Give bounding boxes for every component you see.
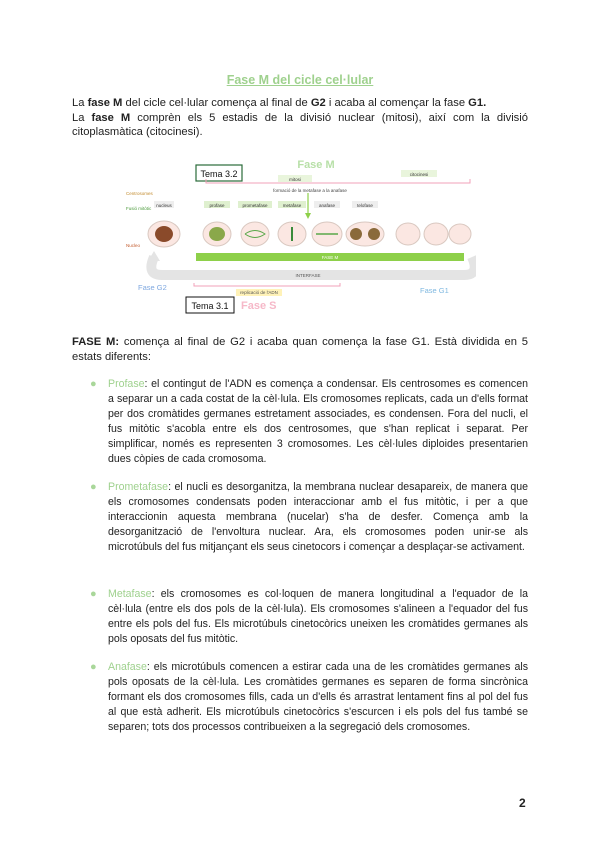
telofase-nucleus-left (350, 228, 362, 240)
fase-m-bar-label: FASE M (321, 255, 339, 260)
intro-bold: fase M (87, 97, 123, 109)
cell-nucleus (155, 226, 173, 242)
prometafase-label: prometafase (242, 203, 268, 208)
bullet-icon: ● (90, 661, 97, 673)
mitosi-label: mitosi (289, 177, 301, 182)
intro-bold: G1. (468, 97, 487, 109)
citocinesi-label: citocinesi (409, 172, 429, 177)
centrosomes-label: Centrosomes (126, 191, 153, 196)
fase-m-text: comença al final de G2 i acaba quan comença la fase G1. Està dividida en 5 estats diferents: (72, 336, 529, 363)
bullet-icon: ● (90, 481, 97, 493)
page-number: 2 (519, 796, 526, 810)
bullet-icon: ● (90, 378, 97, 390)
phase-name: Anafase (108, 661, 147, 673)
nucli-label: Nucleo (126, 243, 141, 248)
telofase-label: telofase (357, 203, 373, 208)
profase-label: profase (209, 203, 225, 208)
nucleus-label: nucleus (156, 203, 172, 208)
cell-row (148, 221, 471, 247)
phase-item-prometafase (90, 480, 528, 555)
intro-text: La (72, 97, 88, 109)
cell-citocinesi-2 (424, 223, 448, 245)
phase-text: : el contingut de l'ADN es comença a condensar. Els centrosomes es comencen a separar un a cada costat de la cèl·lula. Els cromosomes replicats, cada un d'ells format per dos cromàtides germanes estretament associades, es condensen. Fora del nucli, el fus mitòtic s'acobla entre els dos centrosomes, que s'han replicat i separat. Per simplificar, només es representen 3 cromosomes. Les cèl·lules diploides presentarien dues còpies de cada cromosoma. (108, 378, 528, 465)
formacio-label: formació de la metafase a la anafase (273, 188, 347, 193)
phase-name: Metafase (108, 588, 152, 600)
down-arrow-head-icon (305, 213, 311, 219)
intro-bold: fase M (91, 111, 131, 124)
tema-bottom-label: Tema 3.1 (191, 301, 229, 311)
fase-m-intro (72, 335, 528, 364)
page-title: Fase M del cicle cel·lular (226, 73, 374, 87)
intro-paragraph (72, 96, 528, 140)
telofase-nucleus-right (368, 228, 380, 240)
phase-item-profase (90, 377, 528, 467)
fase-s-label: Fase S (241, 300, 277, 312)
phase-text: : els microtúbuls comencen a estirar cada una de les cromàtides germanes als pols oposats de la cèl·lula. Les cromàtides germanes es separen de forma sincrònica formant els dos cromosomes fills, cada un d'ells és arrastrat lentament fins al pol del fus al que està adherit. Els microtúbuls cinetocòrics s'escurcen i els pols del fus també se separen; tots dos processos contribueixen a la segregació dels cromosomes. (108, 661, 528, 733)
tema-top-label: Tema 3.2 (200, 169, 238, 179)
phase-name: Prometafase (108, 481, 169, 493)
fus-label: Fusió mitòtic (126, 206, 152, 211)
fase-m-label: Fase M (297, 159, 335, 171)
fase-m-heading: FASE M: (72, 336, 120, 348)
fase-m-bracket (206, 179, 470, 183)
fase-g1-label: Fase G1 (420, 286, 449, 295)
phase-item-anafase (90, 660, 528, 735)
fase-g2-label: Fase G2 (138, 283, 167, 292)
phase-text: : els cromosomes es col·loquen de manera longitudinal a l'equador de la cèl·lula (entre els dos pols de la cèl·lula). Els cromosomes s'alineen a l'equador del fus entre els pols del fus. Els microtúbuls cinetocòrics uneixen les cromàtides germanes als pols oposats del fus mitòtic. (108, 588, 528, 645)
intro-text: i acaba al començar la fase (325, 97, 469, 109)
bullet-icon: ● (90, 588, 97, 600)
interfase-label: INTERFASE (295, 273, 321, 278)
intro-text: del cicle cel·lular comença al final de (122, 97, 311, 109)
cell-profase-nucleus (209, 227, 225, 241)
intro-bold: G2 (310, 97, 326, 109)
metafase-label: metafase (282, 203, 302, 208)
fase-s-bracket (194, 283, 340, 286)
intro-text: La (72, 111, 92, 124)
anafase-label: anafase (318, 203, 336, 208)
phase-item-metafase (90, 587, 528, 647)
phase-name: Profase (108, 378, 145, 390)
intro-text: comprèn els 5 estadis de la divisió nuclear (mitosi), així com la divisió citoplasmàtica (citocinesi). (72, 111, 528, 138)
cell-daughter (449, 224, 471, 244)
cell-citocinesi-1 (396, 223, 420, 245)
cell-cycle-figure (118, 157, 476, 317)
replicacio-label: replicació de l'ADN (240, 290, 278, 295)
phase-text: : el nucli es desorganitza, la membrana nuclear desapareix, de manera que els cromosomes condensats poden interaccionar amb el fus mitòtic, i per a que interaccionin aquesta membrana (nucelar) s'ha de desfer. Comença amb la desorganització de l'envoltura nuclear. Ara, els cromosomes poden unir-se als microtúbuls del fus mitjançant els seus cinetocors i començar a desplaçar-se activament. (108, 481, 528, 553)
